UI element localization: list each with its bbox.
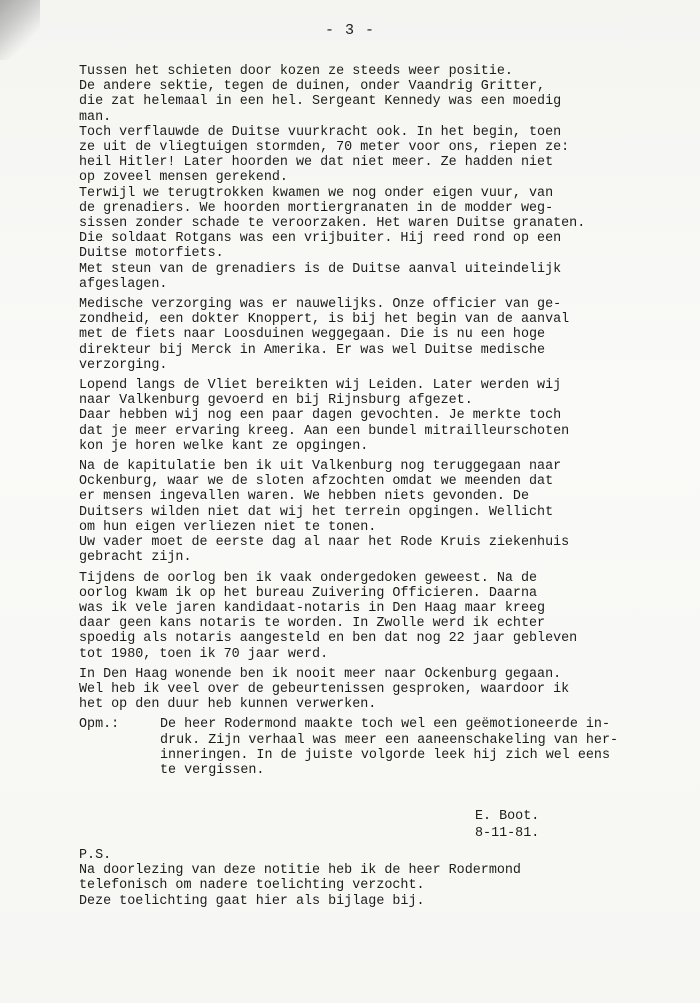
text-line: gebracht zijn.	[79, 550, 192, 566]
text-line: Die soldaat Rotgans was een vrijbuiter. Hij reed rond op een	[79, 231, 562, 247]
text-line: met de fiets naar Loosduinen weggegaan. Die is nu een hoge	[79, 327, 546, 343]
text-line: man.	[79, 109, 112, 125]
text-line: Tijdens de oorlog ben ik vaak ondergedoken geweest. Na de	[79, 570, 538, 586]
remark-line: druk. Zijn verhaal was meer een aaneenschakeling van her-	[160, 732, 619, 748]
text-line: Tussen het schieten door kozen ze steeds weer positie.	[79, 64, 513, 79]
postscript-text	[79, 863, 679, 909]
text-line: Wel heb ik veel over de gebeurtenissen gesproken, waardoor ik	[79, 681, 570, 697]
remark-block	[79, 717, 679, 778]
signature-date: 8-11-81.	[475, 826, 540, 841]
text-line: Met steun van de grenadiers is de Duitse aanval uiteindelijk	[79, 261, 562, 277]
signature-name: E. Boot.	[475, 809, 540, 824]
text-line: er mensen ingevallen waren. We hebben niets gevonden. De	[79, 489, 529, 505]
text-line: Medische verzorging was er nauwelijks. Onze officier van ge-	[79, 297, 562, 313]
postscript-line: Deze toelichting gaat hier als bijlage bij.	[79, 893, 425, 909]
text-line: sissen zonder schade te veroorzaken. Het waren Duitse granaten.	[79, 216, 586, 232]
text-line: Ockenburg, waar we de sloten afzochten omdat we meenden dat	[79, 474, 554, 490]
text-line: De andere sektie, tegen de duinen, onder Vaandrig Gritter,	[79, 79, 546, 95]
text-line: kon je horen welke kant ze opgingen.	[79, 438, 369, 454]
text-line: tot 1980, toen ik 70 jaar werd.	[79, 646, 329, 662]
text-line: oorlog kwam ik op het bureau Zuivering Officieren. Daarna	[79, 585, 538, 601]
remark-text	[160, 717, 679, 778]
text-line: Duitse motorfiets.	[79, 246, 224, 262]
postscript-line: Na doorlezing van deze notitie heb ik de heer Rodermond	[79, 863, 521, 879]
text-line: op zoveel mensen gerekend.	[79, 170, 288, 186]
remark-line: De heer Rodermond maakte toch wel een geëmotioneerde in-	[160, 717, 610, 733]
text-line: verzorging.	[79, 357, 168, 373]
text-line: om hun eigen verliezen niet te tonen.	[79, 519, 377, 535]
text-line: het op den duur heb kunnen verwerken.	[79, 697, 377, 713]
text-line: daar geen kans notaris te worden. In Zwolle werd ik echter	[79, 616, 546, 632]
remark-line: te vergissen.	[160, 762, 265, 778]
text-line: Duitsers wilden niet dat wij het terrein opgingen. Wellicht	[79, 504, 554, 520]
postscript-block	[79, 848, 679, 909]
signature-block	[475, 808, 539, 842]
remark-label: Opm.:	[79, 717, 120, 733]
paragraph	[79, 297, 679, 373]
text-line: naar Valkenburg gevoerd en bij Rijnsburg afgezet.	[79, 393, 473, 409]
text-line: de grenadiers. We hoorden mortiergranaten in de modder weg-	[79, 200, 554, 216]
remark-line: inneringen. In de juiste volgorde leek hij zich wel eens	[160, 747, 610, 763]
postscript-line: telefonisch om nadere toelichting verzocht.	[79, 878, 425, 894]
text-line: was ik vele jaren kandidaat-notaris in Den Haag maar kreeg	[79, 600, 546, 616]
paragraph	[79, 571, 679, 662]
text-line: Terwijl we terugtrokken kwamen we nog onder eigen vuur, van	[79, 185, 554, 201]
text-line: die zat helemaal in een hel. Sergeant Kennedy was een moedig	[79, 94, 562, 110]
paragraph	[79, 378, 679, 454]
paragraph	[79, 667, 679, 713]
postscript-label: P.S.	[79, 848, 112, 863]
text-line: spoedig als notaris aangesteld en ben dat nog 22 jaar gebleven	[79, 631, 578, 647]
text-line: Lopend langs de Vliet bereikten wij Leiden. Later werden wij	[79, 378, 562, 394]
text-line: heil Hitler! Later hoorden we dat niet meer. Ze hadden niet	[79, 155, 554, 171]
text-line: Daar hebben wij nog een paar dagen gevochten. Je merkte toch	[79, 408, 562, 424]
text-line: Uw vader moet de eerste dag al naar het Rode Kruis ziekenhuis	[79, 535, 570, 551]
text-line: In Den Haag wonende ben ik nooit meer naar Ockenburg gegaan.	[79, 666, 562, 682]
text-line: afgeslagen.	[79, 276, 168, 292]
page-number: - 3 -	[324, 22, 375, 39]
text-line: ze uit de vliegtuigen stormden, 70 meter voor ons, riepen ze:	[79, 140, 570, 156]
paragraph-list	[79, 64, 679, 712]
paragraph	[79, 64, 679, 292]
document-body	[79, 64, 679, 783]
text-line: direkteur bij Merck in Amerika. Er was wel Duitse medische	[79, 342, 546, 358]
text-line: Na de kapitulatie ben ik uit Valkenburg nog teruggegaan naar	[79, 459, 562, 475]
text-line: zondheid, een dokter Knoppert, is bij het begin van de aanval	[79, 312, 570, 328]
text-line: dat je meer ervaring kreeg. Aan een bundel mitrailleurschoten	[79, 423, 570, 439]
paragraph	[79, 459, 679, 565]
text-line: Toch verflauwde de Duitse vuurkracht ook. In het begin, toen	[79, 124, 562, 140]
